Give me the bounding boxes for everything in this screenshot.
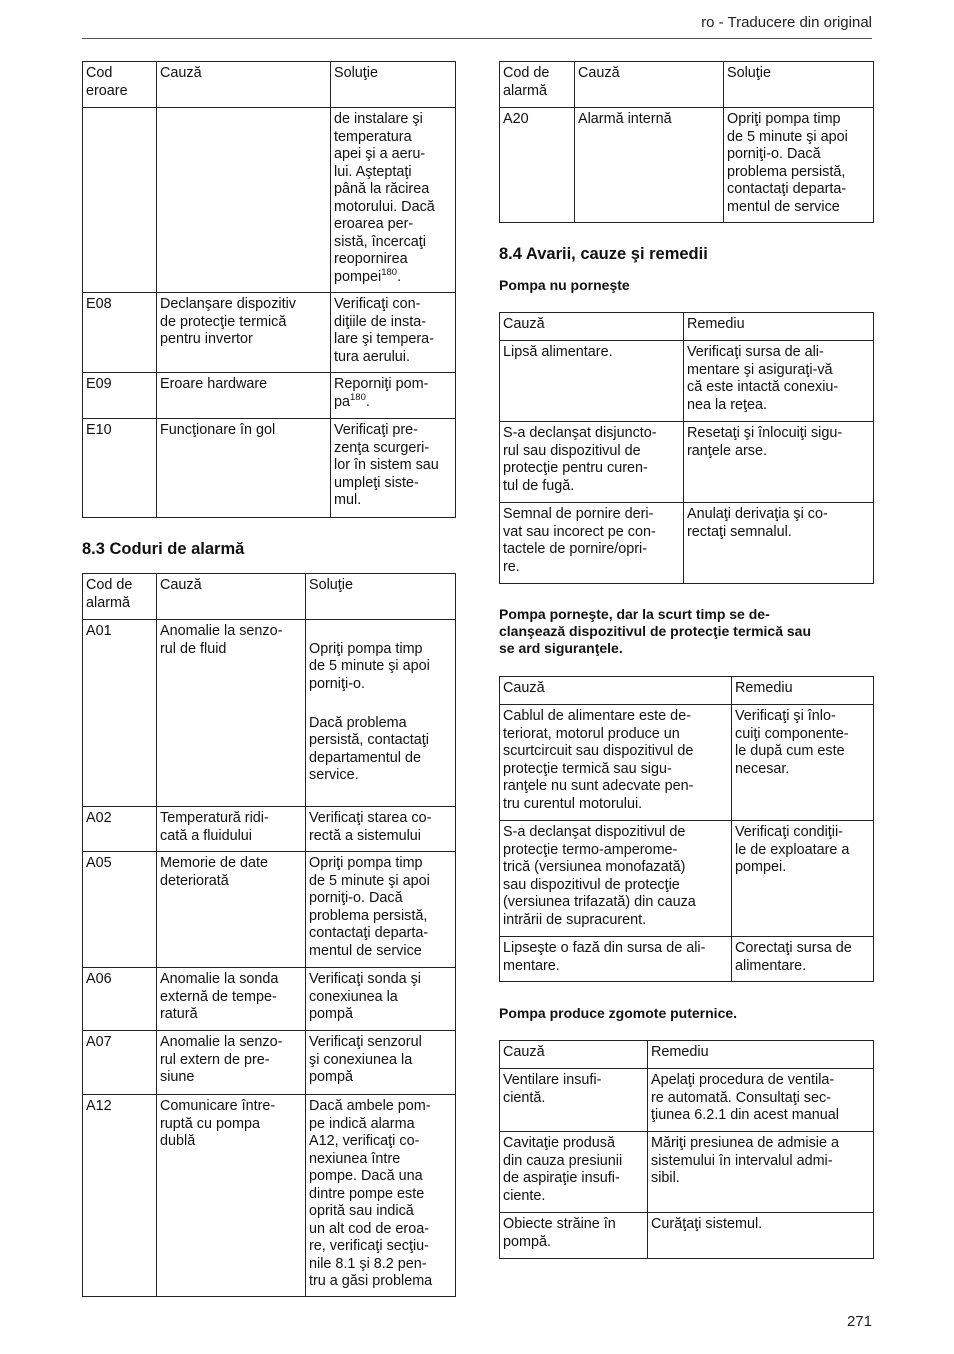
table-row [500,503,874,584]
remedy-cell: Anulaţi derivaţia şi co- rectaţi semnalul. [684,503,874,584]
table-row [500,108,874,223]
solution-cell [331,108,456,293]
solution-tail: . [365,393,370,410]
fault-table-thermal [499,676,874,982]
remedy-cell: Resetaţi şi înlocuiţi sigu- ranţele arse. [684,422,874,503]
remedy-cell: Corectaţi sursa de alimentare. [732,937,874,982]
code-cell: A05 [83,852,157,968]
table-row [500,937,874,982]
cause-cell: Comunicare între- ruptă cu pompa dublă [157,1095,306,1297]
table-row [83,373,456,419]
column-header-cause: Cauză [500,313,684,341]
table-row [500,422,874,503]
cause-cell: Anomalie la senzo- rul extern de pre- siune [157,1031,306,1095]
cause-cell: S-a declanşat dispozitivul de protecţie termo-amperome- trică (versiunea monofazată) sau dispozitivul de protecţie (versiunea trifazată) din cauza intrării de supracurent. [500,821,732,937]
code-cell: A07 [83,1031,157,1095]
section-title-alarm-codes: 8.3 Coduri de alarmă [82,540,245,558]
table-row [83,108,456,293]
remedy-cell: Apelaţi procedura de ventila- re automată. Consultaţi sec- ţiunea 6.2.1 din acest manual [648,1069,874,1132]
cause-cell: S-a declanşat disjuncto- rul sau dispozitivul de protecţie pentru curen- tul de fugă. [500,422,684,503]
solution-cell: Verificaţi con- diţiile de insta- lare şi tempera- tura aerului. [331,293,456,373]
page-reference: 180 [381,266,398,278]
column-header-cause: Cauză [575,62,724,108]
column-header-solution: Soluţie [331,62,456,108]
solution-cell [331,373,456,419]
cause-cell: Memorie de date deteriorată [157,852,306,968]
cause-cell: Obiecte străine în pompă. [500,1213,648,1259]
code-cell: A12 [83,1095,157,1297]
cause-cell: Ventilare insufi- cientă. [500,1069,648,1132]
table-header-row [500,677,874,705]
section-title-faults: 8.4 Avarii, cauze şi remedii [499,245,708,263]
column-header-code: Cod de alarmă [83,574,157,620]
cause-cell: Funcţionare în gol [157,419,331,518]
column-header-code: Cod de alarmă [500,62,575,108]
table-row [83,807,456,852]
solution-cell [306,620,456,807]
table-header-row [500,62,874,108]
cause-cell: Anomalie la sonda externă de tempe- ratură [157,968,306,1031]
code-cell: E10 [83,419,157,518]
cause-cell: Alarmă internă [575,108,724,223]
cause-cell: Declanşare dispozitiv de protecţie termică pentru invertor [157,293,331,373]
column-header-cause: Cauză [500,677,732,705]
column-header-solution: Soluţie [306,574,456,620]
code-cell: A02 [83,807,157,852]
table-row [83,1095,456,1297]
alarm-code-table-continued [499,61,874,223]
solution-cell: Verificaţi senzorul şi conexiunea la pompă [306,1031,456,1095]
remedy-cell: Curăţaţi sistemul. [648,1213,874,1259]
solution-text: Dacă problema persistă, contactaţi departamentul de service. [309,714,429,783]
solution-text: Reporniţi pom- pa [334,376,429,410]
alarm-code-table [82,573,456,1297]
table-row [83,852,456,968]
cause-cell: Cablul de alimentare este de- teriorat, motorul produce un scurtcircuit sau dispozitivul de protecţie termică sau sigu- ranţele nu sunt adecvate pen- tru curentul motorului. [500,705,732,821]
table-header-row [83,62,456,108]
fault-table-noise [499,1040,874,1259]
cause-cell: Cavitaţie produsă din cauza presiunii de aspiraţie insufi- ciente. [500,1132,648,1213]
cause-cell: Temperatură ridi- cată a fluidului [157,807,306,852]
subheading-pump-no-start: Pompa nu porneşte [499,277,630,293]
table-header-row [83,574,456,620]
cause-cell: Semnal de pornire deri- vat sau incorect pe con- tactele de pornire/opri- re. [500,503,684,584]
cause-cell: Lipsă alimentare. [500,341,684,422]
remedy-cell: Măriţi presiunea de admisie a sistemului în intervalul admi- sibil. [648,1132,874,1213]
column-header-remedy: Remediu [732,677,874,705]
table-row [500,821,874,937]
solution-cell: Verificaţi sonda şi conexiunea la pompă [306,968,456,1031]
remedy-cell: Verificaţi şi înlo- cuiţi componente- le după cum este necesar. [732,705,874,821]
table-row [500,1132,874,1213]
table-row [500,1069,874,1132]
column-header-remedy: Remediu [684,313,874,341]
header-divider [82,38,872,39]
cause-cell: Eroare hardware [157,373,331,419]
remedy-cell: Verificaţi sursa de ali- mentare şi asiguraţi-vă că este intactă conexiu- nea la reţea. [684,341,874,422]
column-header-solution: Soluţie [724,62,874,108]
error-code-table [82,61,456,518]
page-header: ro - Traducere din original [701,14,872,31]
table-header-row [500,313,874,341]
cause-cell: Lipseşte o fază din sursa de ali- mentare. [500,937,732,982]
subheading-thermal-trip: Pompa porneşte, dar la scurt timp se de- clanşează dispozitivul de protecţie termică sau se ard siguranţele. [499,606,811,656]
page-number: 271 [846,1313,872,1330]
solution-cell: Verificaţi starea co- rectă a sistemului [306,807,456,852]
column-header-code: Cod eroare [83,62,157,108]
code-cell: E09 [83,373,157,419]
solution-cell: Opriţi pompa timp de 5 minute şi apoi porniţi-o. Dacă problema persistă, contactaţi departa- mentul de service [724,108,874,223]
solution-cell: Verificaţi pre- zenţa scurgeri- lor în sistem sau umpleţi siste- mul. [331,419,456,518]
table-row [83,1031,456,1095]
solution-cell: Opriţi pompa timp de 5 minute şi apoi porniţi-o. Dacă problema persistă, contactaţi departa- mentul de service [306,852,456,968]
solution-text: Opriţi pompa timp de 5 minute şi apoi porniţi-o. [309,640,430,692]
code-cell: A20 [500,108,575,223]
cause-cell: Anomalie la senzo- rul de fluid [157,620,306,807]
table-row [83,293,456,373]
table-row [83,620,456,807]
solution-cell: Dacă ambele pom- pe indică alarma A12, verificaţi co- nexiunea între pompe. Dacă una dintre pompe este oprită sau indică un alt cod de eroa- re, verificaţi secţiu- nile 8.1 şi 8.2 pen- tru a găsi problema [306,1095,456,1297]
code-cell: A06 [83,968,157,1031]
table-row [83,419,456,518]
table-row [83,968,456,1031]
subheading-loud-noise: Pompa produce zgomote puternice. [499,1005,738,1021]
table-row [500,341,874,422]
remedy-cell: Verificaţi condiţii- le de exploatare a pompei. [732,821,874,937]
code-cell [83,108,157,293]
code-cell: E08 [83,293,157,373]
solution-text: de instalare şi temperatura apei şi a aeru- lui. Aşteptaţi până la răcirea motorului. Dacă eroarea per- sistă, încercaţi reopornirea pompei [334,111,435,285]
cause-cell [157,108,331,293]
table-row [500,705,874,821]
column-header-cause: Cauză [157,62,331,108]
page-reference: 180 [350,391,366,403]
table-row [500,1213,874,1259]
solution-tail: . [397,268,402,285]
column-header-cause: Cauză [500,1041,648,1069]
column-header-cause: Cauză [157,574,306,620]
code-cell: A01 [83,620,157,807]
table-header-row [500,1041,874,1069]
fault-table-no-start [499,312,874,584]
column-header-remedy: Remediu [648,1041,874,1069]
